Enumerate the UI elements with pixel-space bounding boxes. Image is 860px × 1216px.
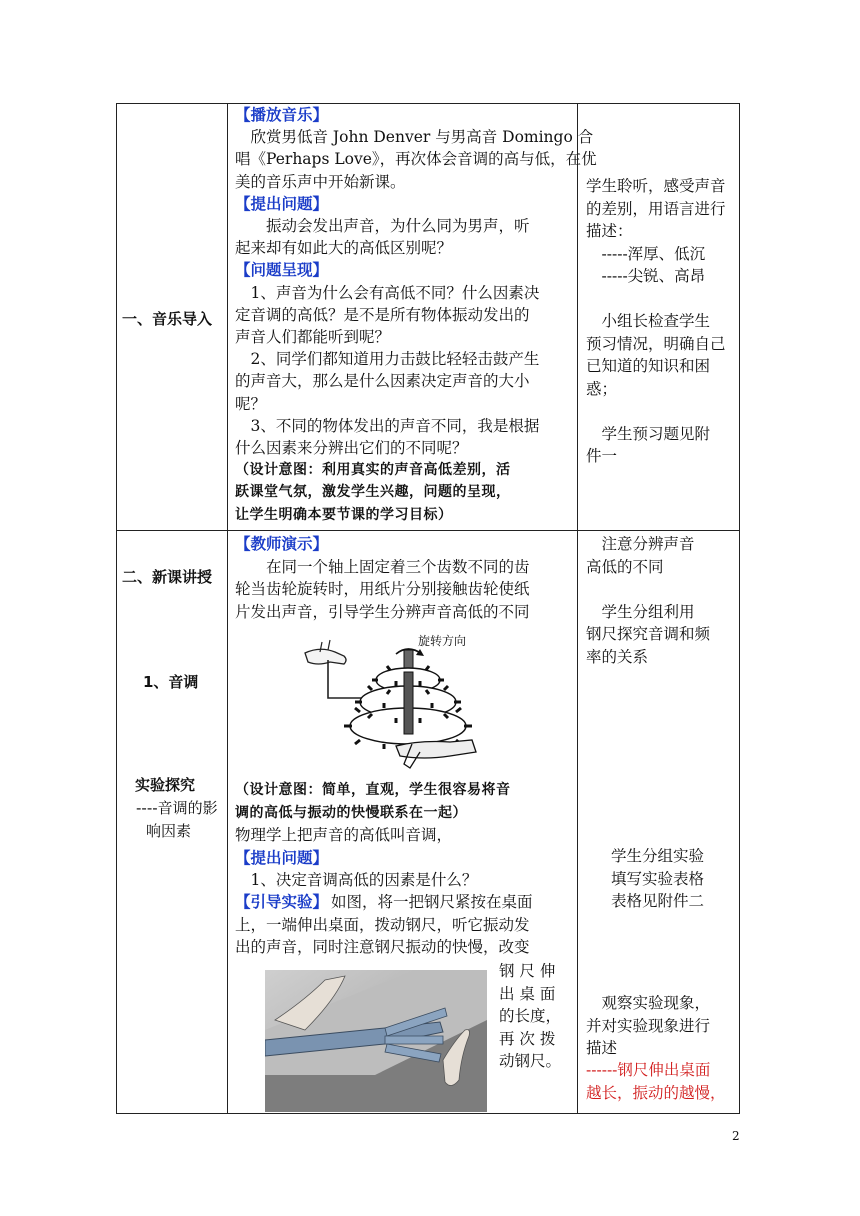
- text-line: 的声音大，那么是什么因素决定声音的大小: [235, 372, 530, 391]
- section-new-lesson: 二、新课讲授: [122, 568, 213, 586]
- text-line: 【提出问题】: [235, 194, 329, 213]
- text-line: 在同一个轴上固定着三个齿数不同的齿: [235, 557, 530, 576]
- text-line: 描述：: [586, 222, 633, 240]
- text-line: 件一: [586, 447, 618, 465]
- section-music-intro: 一、音乐导入: [122, 310, 213, 328]
- text-line: 什么因素来分辨出它们的不同呢？: [235, 439, 468, 457]
- text-line: 欣赏男低音 John Denver 与男高音 Domingo 合: [235, 128, 594, 147]
- text-line: 1、决定音调高低的因素是什么？: [235, 871, 478, 889]
- text-line: 填写实验表格: [611, 869, 705, 888]
- text-line: 描述: [586, 1039, 618, 1057]
- text-line: 出 桌 面: [499, 984, 556, 1003]
- text-line: 3、不同的物体发出的声音不同，我是根据: [235, 416, 540, 435]
- text-line: （设计意图：利用真实的声音高低差别，活: [235, 462, 511, 479]
- text-line: 学生分组实验: [611, 847, 705, 865]
- column-divider: [577, 103, 578, 1114]
- row-divider: [116, 530, 740, 531]
- text-line: 学生分组利用: [586, 602, 695, 621]
- text-line: 钢尺探究音调和频: [586, 625, 711, 643]
- text-line: 动钢尺。: [499, 1052, 562, 1070]
- text-line: 的长度，: [499, 1007, 562, 1025]
- text-line: 定音调的高低？是不是所有物体振动发出的: [235, 305, 530, 324]
- text-line: 振动会发出声音，为什么同为男声，听: [235, 217, 530, 235]
- text-line: 【教师演示】: [235, 535, 329, 553]
- text-line: 已知道的知识和困: [586, 357, 711, 375]
- text-line: 表格见附件二: [611, 892, 705, 910]
- text-line: 唱《Perhaps Love》，再次体会音调的高与低，在优: [235, 150, 597, 169]
- text-line: 1、声音为什么会有高低不同？什么因素决: [235, 283, 540, 302]
- text-line: 学生聆听，感受声音: [586, 177, 726, 195]
- text-line: 片发出声音，引导学生分辨声音高低的不同: [235, 602, 530, 621]
- text-line: 【播放音乐】: [235, 106, 329, 124]
- text-line: 越长，振动的越慢，: [586, 1083, 726, 1102]
- text-line: 如图，将一把钢尺紧按在桌面: [331, 893, 533, 911]
- text-line: 跃课堂气氛，激发学生兴趣，问题的呈现，: [235, 484, 511, 501]
- page-number: 2: [732, 1129, 740, 1143]
- rotation-direction-label: 旋转方向: [418, 634, 467, 648]
- text-line: -----尖锐、高昂: [586, 267, 706, 285]
- guide-experiment-tag: 【引导实验】: [235, 893, 329, 911]
- text-line: 让学生明确本要节课的学习目标）: [235, 506, 453, 523]
- text-line: 呢？: [235, 394, 267, 413]
- text-line: ------钢尺伸出桌面: [586, 1061, 711, 1079]
- subtopic-experiment: 实验探究: [135, 776, 196, 794]
- text-line: 再 次 拨: [499, 1029, 556, 1048]
- text-line: （设计意图：简单，直观，学生很容易将音: [235, 782, 511, 798]
- text-line: 【提出问题】: [235, 848, 329, 867]
- text-line: 2、同学们都知道用力击鼓比轻轻击鼓产生: [235, 350, 540, 369]
- text-line: 学生预习题见附: [586, 424, 711, 443]
- text-line: 物理学上把声音的高低叫音调，: [235, 826, 453, 844]
- text-line: 声音人们都能听到呢？: [235, 328, 391, 346]
- text-line: 观察实验现象，: [586, 994, 711, 1012]
- gear-diagram: [300, 628, 480, 778]
- text-line: 的差别，用语言进行: [586, 199, 726, 218]
- text-line: 率的关系: [586, 647, 649, 666]
- ruler-photo: [265, 970, 487, 1112]
- subtopic-pitch-factors: ----音调的影: [136, 799, 218, 817]
- text-line: -----浑厚、低沉: [586, 244, 706, 263]
- column-divider: [227, 103, 228, 1114]
- text-line: 惑；: [586, 379, 618, 398]
- subtopic-pitch-factors-cont: 响因素: [146, 822, 192, 840]
- text-line: 小组长检查学生: [586, 312, 711, 330]
- text-line: 上，一端伸出桌面，拨动钢尺，听它振动发: [235, 915, 530, 934]
- text-line: 出的声音，同时注意钢尺振动的快慢，改变: [235, 938, 530, 956]
- text-line: 高低的不同: [586, 557, 664, 576]
- text-line: 注意分辨声音: [586, 535, 695, 553]
- text-line: 预习情况，明确自己: [586, 334, 726, 353]
- text-line: 起来却有如此大的高低区别呢？: [235, 239, 453, 258]
- text-line: 轮当齿轮旋转时，用纸片分别接触齿轮使纸: [235, 580, 530, 598]
- text-line: 【问题呈现】: [235, 261, 329, 280]
- text-line: 钢 尺 伸: [499, 962, 556, 980]
- text-line: 美的音乐声中开始新课。: [235, 172, 406, 191]
- topic-pitch: 1、音调: [143, 673, 199, 691]
- text-line: 并对实验现象进行: [586, 1016, 711, 1035]
- text-line: 调的高低与振动的快慢联系在一起）: [235, 804, 467, 821]
